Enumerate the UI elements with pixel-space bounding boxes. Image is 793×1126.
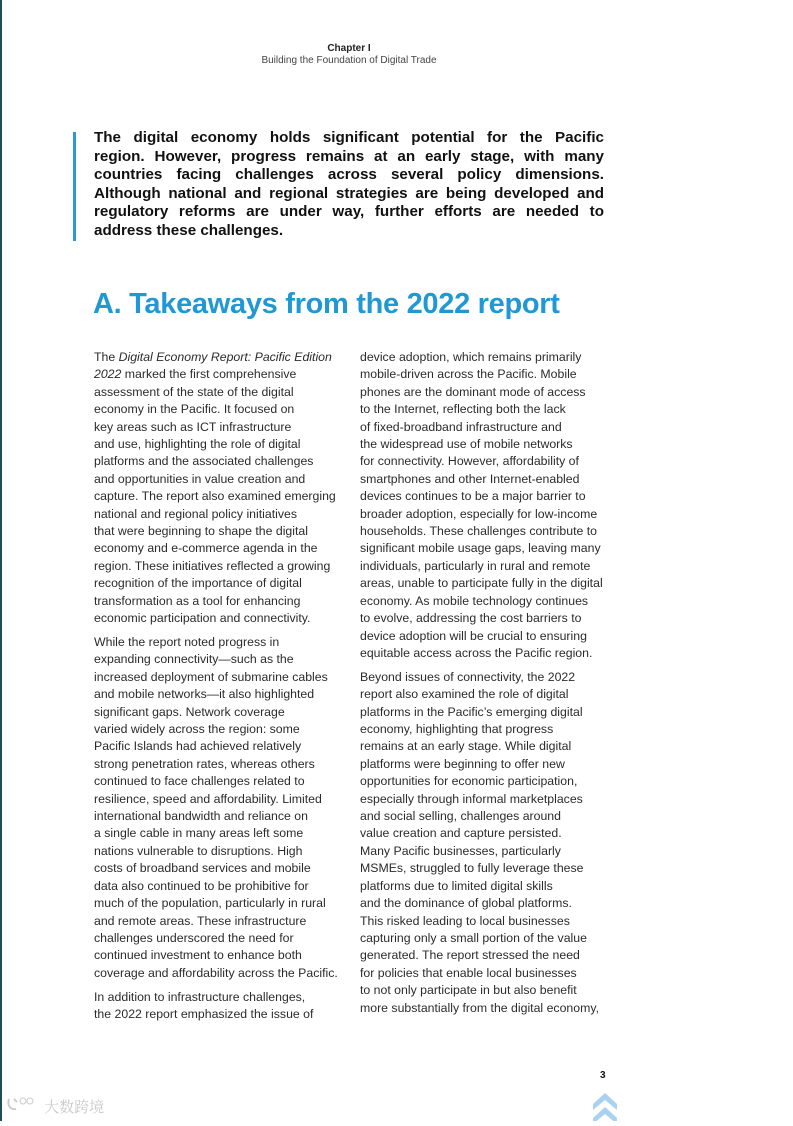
right-column <box>360 349 620 1023</box>
text-line: much of the population, particularly in rural <box>94 896 326 911</box>
text-line: platforms and the associated challenges <box>94 454 314 469</box>
text-line: for policies that enable local businesses <box>360 965 577 980</box>
text-line: Beyond issues of connectivity, the 2022 <box>360 669 576 684</box>
text-line: significant gaps. Network coverage <box>94 704 285 719</box>
text-line: and remote areas. These infrastructure <box>94 913 307 928</box>
paragraph <box>94 989 354 1024</box>
text-line: challenges underscored the need for <box>94 930 294 945</box>
text-line: device adoption will be crucial to ensuring <box>360 628 587 643</box>
text-line: for connectivity. However, affordability of <box>360 454 579 469</box>
text-line: Pacific Islands had achieved relatively <box>94 739 302 754</box>
text-line: capture. The report also examined emerging <box>94 489 336 504</box>
text-line: to evolve, addressing the cost barriers to <box>360 611 582 626</box>
text-line: economy. As mobile technology continues <box>360 593 589 608</box>
intro-line: The digital economy holds significant potential for the Pacific <box>94 129 604 146</box>
text-line: opportunities for economic participation, <box>360 774 578 789</box>
text-line: and opportunities in value creation and <box>94 471 306 486</box>
text-line: to not only participate in but also benefit <box>360 983 577 998</box>
text-line: While the report noted progress in <box>94 635 280 649</box>
text-line: especially through informal marketplaces <box>360 791 583 806</box>
text-line: households. These challenges contribute to <box>360 524 597 539</box>
text-line: device adoption, which remains primarily <box>360 350 582 364</box>
text-line: economy, highlighting that progress <box>360 722 554 737</box>
text-line: individuals, particularly in rural and remote <box>360 558 591 573</box>
text-line: more substantially from the digital economy, <box>360 1000 599 1015</box>
text-line: MSMEs, struggled to fully leverage these <box>360 861 584 876</box>
section-title: A. Takeaways from the 2022 report <box>93 288 560 320</box>
text-line: national and regional policy initiatives <box>94 506 298 521</box>
text-line: significant mobile usage gaps, leaving many <box>360 541 601 556</box>
page-number: 3 <box>600 1070 606 1081</box>
text-line: transformation as a tool for enhancing <box>94 593 301 608</box>
text-line: and social selling, challenges around <box>360 809 561 824</box>
paragraph <box>360 349 620 662</box>
text-line: broader adoption, especially for low-income <box>360 506 598 521</box>
text-line: varied widely across the region: some <box>94 722 300 737</box>
paragraph <box>94 634 354 982</box>
text-line: data also continued to be prohibitive for <box>94 878 309 893</box>
intro-accent-bar <box>73 132 76 241</box>
text-line: equitable access across the Pacific region. <box>360 645 593 660</box>
text-line: and mobile networks—it also highlighted <box>94 687 315 702</box>
page-edge-line <box>0 0 2 1121</box>
text-line: region. These initiatives reflected a growing <box>94 558 331 573</box>
text-line: nations vulnerable to disruptions. High <box>94 843 303 858</box>
text-line: assessment of the state of the digital <box>94 384 294 399</box>
text-line: capturing only a small portion of the value <box>360 930 587 945</box>
text-line: costs of broadband services and mobile <box>94 861 311 876</box>
paragraph <box>360 669 620 1017</box>
text-line: expanding connectivity—such as the <box>94 652 294 667</box>
text-line: increased deployment of submarine cables <box>94 669 328 684</box>
text-line: recognition of the importance of digital <box>94 576 302 591</box>
text-line: the widespread use of mobile networks <box>360 437 573 452</box>
text-line <box>94 349 354 366</box>
left-column <box>94 349 354 1030</box>
text: The <box>94 350 119 364</box>
text-line: economy in the Pacific. It focused on <box>94 402 295 417</box>
intro-line: Although national and regional strategies are being developed and <box>94 184 604 202</box>
text-line: key areas such as ICT infrastructure <box>94 419 292 434</box>
text-line: coverage and affordability across the Pacific. <box>94 965 338 980</box>
text-line: smartphones and other Internet-enabled <box>360 471 580 486</box>
text-line: continued to face challenges related to <box>94 774 305 789</box>
text-line: economy and e-commerce agenda in the <box>94 541 318 556</box>
text-line: generated. The report stressed the need <box>360 948 580 963</box>
report-title-italic: Digital Economy Report: Pacific Edition <box>118 350 332 364</box>
chapter-subtitle: Building the Foundation of Digital Trade <box>261 55 437 66</box>
text-line: the 2022 report emphasized the issue of <box>94 1007 314 1022</box>
text-line: platforms were beginning to offer new <box>360 756 565 771</box>
text-line: a single cable in many areas left some <box>94 826 304 841</box>
intro-summary <box>94 129 604 241</box>
text-line: continued investment to enhance both <box>94 948 302 963</box>
text-line: economic participation and connectivity. <box>94 611 311 626</box>
intro-line: regulatory reforms are under way, further efforts are needed to <box>94 203 604 221</box>
text-line: to the Internet, reflecting both the lack <box>360 402 566 417</box>
text-line: remains at an early stage. While digital <box>360 739 572 754</box>
intro-line: region. However, progress remains at an early stage, with many <box>94 147 604 165</box>
text-line: resilience, speed and affordability. Limited <box>94 791 322 806</box>
text-line: Many Pacific businesses, particularly <box>360 843 561 858</box>
text-line: report also examined the role of digital <box>360 687 569 702</box>
text-line: value creation and capture persisted. <box>360 826 562 841</box>
text-line: phones are the dominant mode of access <box>360 384 586 399</box>
intro-line: address these challenges. <box>94 221 284 239</box>
text-line: platforms in the Pacific’s emerging digital <box>360 704 583 719</box>
text-line: platforms due to limited digital skills <box>360 878 553 893</box>
text-line: that were beginning to shape the digital <box>94 524 308 539</box>
paragraph <box>94 349 354 628</box>
text-line: mobile-driven across the Pacific. Mobile <box>360 367 577 382</box>
text-line: devices continues to be a major barrier to <box>360 489 586 504</box>
watermark-text: 大数跨境 <box>44 1099 105 1116</box>
report-year-italic: 2022 <box>94 367 122 382</box>
text: marked the first comprehensive <box>121 367 297 382</box>
text-line: In addition to infrastructure challenges, <box>94 989 306 1004</box>
intro-line: countries facing challenges across several policy dimensions. <box>94 166 604 184</box>
text-line <box>94 366 354 383</box>
text-line: of fixed-broadband infrastructure and <box>360 419 562 434</box>
text-line: This risked leading to local businesses <box>360 913 570 928</box>
text-line: strong penetration rates, whereas others <box>94 756 315 771</box>
text-line: and the dominance of global platforms. <box>360 896 572 911</box>
text-line: international bandwidth and reliance on <box>94 809 308 824</box>
watermark-logo <box>6 1096 104 1117</box>
text-line: and use, highlighting the role of digital <box>94 437 301 452</box>
chapter-label: Chapter I <box>327 43 371 54</box>
text-line: areas, unable to participate fully in the digital <box>360 576 603 591</box>
